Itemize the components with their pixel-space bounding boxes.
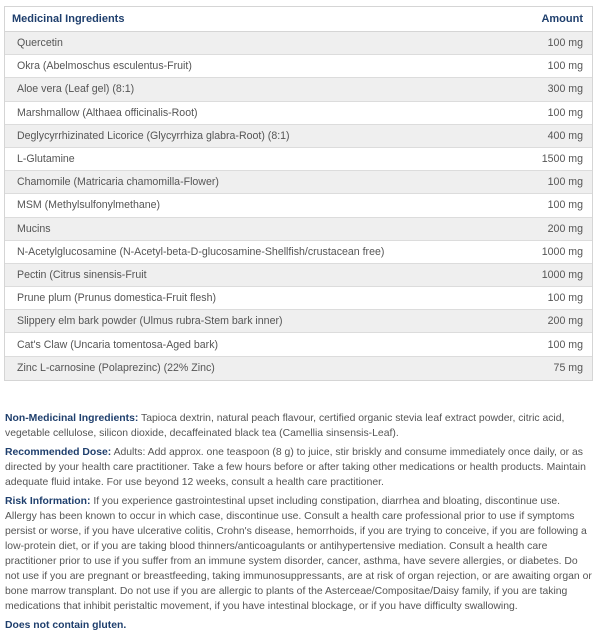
ingredient-amount: 100 mg: [547, 37, 583, 50]
ingredient-name: Mucins: [17, 222, 51, 235]
ingredient-name: MSM (Methylsulfonylmethane): [17, 199, 161, 212]
table-row: [5, 241, 592, 264]
ingredient-amount: 75 mg: [553, 362, 583, 375]
ingredient-name: Chamomile (Matricaria chamomilla-Flower): [17, 176, 219, 189]
table-row: [5, 287, 592, 310]
ingredient-name: Pectin (Citrus sinensis-Fruit: [17, 268, 147, 281]
table-body: [5, 32, 592, 380]
table-row: [5, 357, 592, 380]
table-row: [5, 171, 592, 194]
ingredient-name: Cat's Claw (Uncaria tomentosa-Aged bark): [17, 338, 219, 351]
ingredient-amount: 300 mg: [547, 83, 583, 96]
recommended-dose: [5, 445, 593, 490]
dose-text: Adults: Add approx. one teaspoon (8 g) to juice, stir briskly and consume immediately once daily, or as directed by your health care practitioner. Take a few hours before or after taking other medications or health products. Maintain adequate fluid intake. For use beyond 12 weeks, consult a health care practitioner.: [5, 447, 586, 488]
ingredient-name: Marshmallow (Althaea officinalis-Root): [17, 106, 198, 119]
ingredient-amount: 100 mg: [547, 60, 583, 73]
ingredient-name: Quercetin: [17, 37, 63, 50]
ingredient-amount: 100 mg: [547, 199, 583, 212]
table-row: [5, 55, 592, 78]
ingredient-name: Slippery elm bark powder (Ulmus rubra-Stem bark inner): [17, 315, 283, 328]
table-header: [5, 7, 592, 32]
ingredient-name: Aloe vera (Leaf gel) (8:1): [17, 83, 135, 96]
header-amount: Amount: [541, 13, 583, 25]
risk-information: [5, 494, 593, 614]
table-row: [5, 148, 592, 171]
ingredient-name: Okra (Abelmoschus esculentus-Fruit): [17, 60, 192, 73]
table-row: [5, 333, 592, 356]
table-row: [5, 102, 592, 125]
gluten-statement: Does not contain gluten.: [5, 620, 127, 631]
ingredient-amount: 400 mg: [547, 129, 583, 142]
table-row: [5, 32, 592, 55]
ingredient-amount: 100 mg: [547, 292, 583, 305]
ingredient-amount: 1000 mg: [541, 245, 583, 258]
dose-label: Recommended Dose:: [5, 447, 112, 458]
table-row: [5, 125, 592, 148]
non-medicinal-label: Non-Medicinal Ingredients:: [5, 413, 139, 424]
ingredient-amount: 200 mg: [547, 315, 583, 328]
non-medicinal-text: Tapioca dextrin, natural peach flavour, certified organic stevia leaf extract powder, citric acid, vegetable cellulose, silicon dioxide, decaffeinated black tea (Camellia sinsensis-Leaf).: [5, 413, 565, 439]
ingredient-amount: 100 mg: [547, 338, 583, 351]
table-row: [5, 78, 592, 101]
ingredient-name: N-Acetylglucosamine (N-Acetyl-beta-D-glucosamine-Shellfish/crustacean free): [17, 245, 385, 258]
header-ingredients: Medicinal Ingredients: [12, 13, 125, 25]
ingredient-name: L-Glutamine: [17, 153, 75, 166]
product-notes: [5, 411, 593, 637]
ingredient-name: Zinc L-carnosine (Polaprezinc) (22% Zinc): [17, 362, 215, 375]
ingredient-name: Deglycyrrhizinated Licorice (Glycyrrhiza glabra-Root) (8:1): [17, 129, 290, 142]
risk-text: If you experience gastrointestinal upset including constipation, diarrhea and bloating, discontinue use. Allergy has been known to occur in which case, discontinue use. Consult a health care professional prior to use if symptoms persist or worse, if you have ulcerative colitis, Crohn's disease, hemorrhoids, if you are trying to conceive, if you are following a low-protein diet, or if you are taking blood thinners/anticoagulants or antihypertensive mediation. Consult a health care practitioner prior to use if you suffer from an immune system disorder, cancer, asthma, have severe allergies, or diabetes. Do not use if you are pregnant or breastfeeding, taking immunosuppressants, are at risk of organ rejection, or are awaiting organ or bone marrow transplant. Do not use if you are allergic to plants of the Asterceae/Compositae/Daisy family, if you are taking medications that inhibit peristaltic movement, if you have intestinal blockage, or if you have difficulty swallowing.: [5, 496, 592, 612]
ingredient-amount: 200 mg: [547, 222, 583, 235]
ingredient-amount: 100 mg: [547, 106, 583, 119]
ingredient-amount: 1000 mg: [541, 268, 583, 281]
table-row: [5, 218, 592, 241]
non-medicinal-ingredients: [5, 411, 593, 441]
table-row: [5, 264, 592, 287]
ingredient-name: Prune plum (Prunus domestica-Fruit flesh): [17, 292, 217, 305]
ingredient-amount: 1500 mg: [541, 153, 583, 166]
risk-label: Risk Information:: [5, 496, 91, 507]
table-row: [5, 310, 592, 333]
table-row: [5, 194, 592, 217]
ingredients-table: [4, 6, 593, 381]
ingredient-amount: 100 mg: [547, 176, 583, 189]
